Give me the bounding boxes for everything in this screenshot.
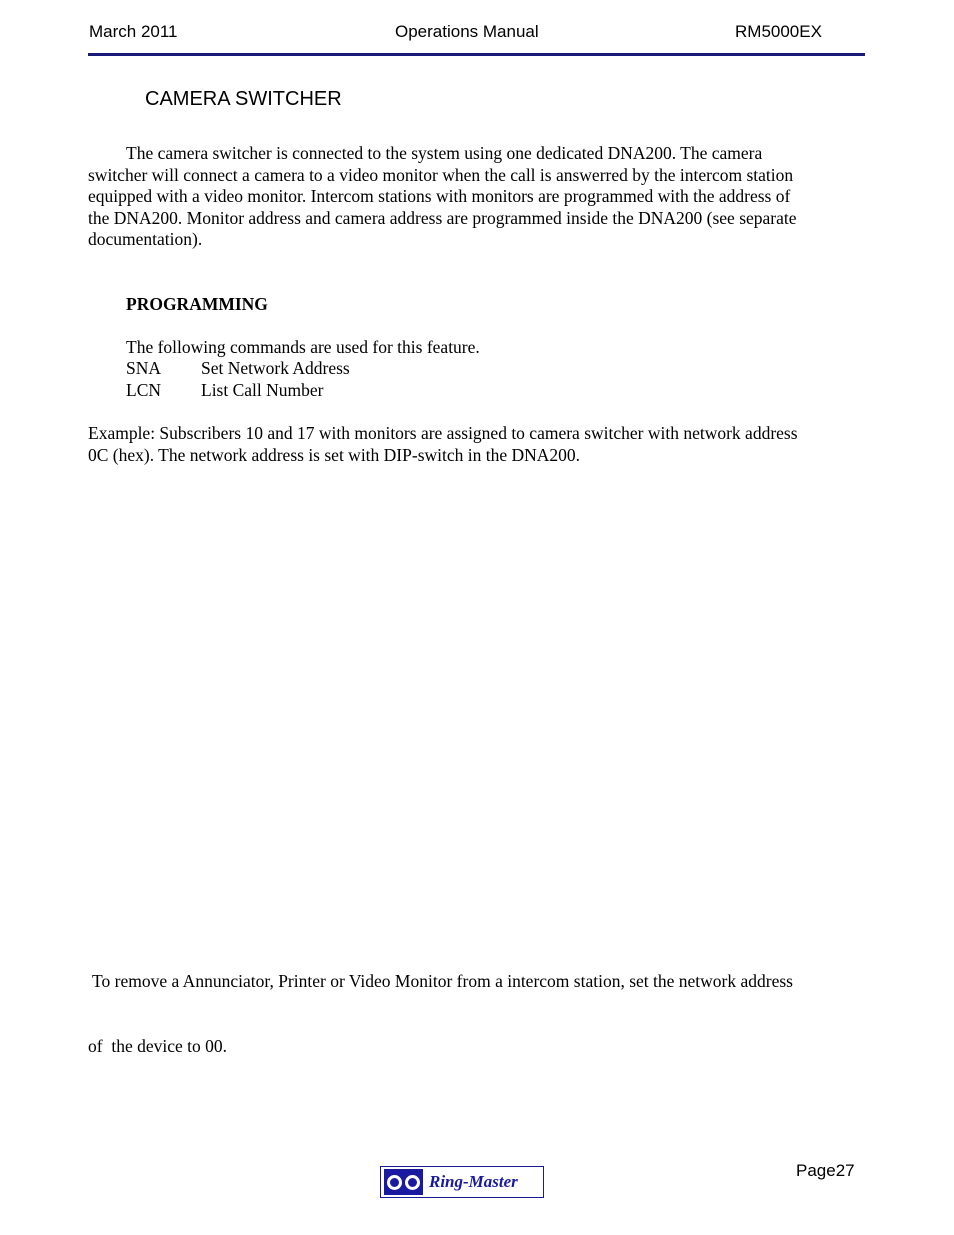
- command-code: LCN: [126, 380, 161, 400]
- intro-line: The camera switcher is connected to the system using one dedicated DNA200. The camera: [126, 143, 763, 163]
- command-row: [126, 380, 323, 402]
- intro-line: the DNA200. Monitor address and camera address are programmed inside the DNA200 (see separate: [88, 207, 797, 228]
- header-title: Operations Manual: [395, 22, 539, 41]
- command-label: List Call Number: [201, 380, 324, 400]
- example-line: 0C (hex). The network address is set with DIP-switch in the DNA200.: [88, 444, 581, 465]
- intro-line: equipped with a video monitor. Intercom stations with monitors are programmed with the address of: [88, 186, 791, 207]
- intro-line: documentation).: [88, 229, 203, 250]
- example-paragraph: [88, 423, 863, 466]
- command-label: Set Network Address: [201, 358, 350, 378]
- header-date: March 2011: [89, 22, 178, 41]
- programming-heading: PROGRAMMING: [126, 294, 268, 314]
- logo-text: Ring-Master: [429, 1172, 518, 1191]
- remove-line: To remove a Annunciator, Printer or Video Monitor from a intercom station, set the network address: [88, 971, 793, 992]
- page-number: Page27: [796, 1161, 855, 1180]
- intro-line: switcher will connect a camera to a video monitor when the call is answerred by the intercom station: [88, 164, 794, 185]
- header-rule: [88, 53, 865, 56]
- logo-circles-icon: [384, 1169, 423, 1195]
- ring-master-logo: [380, 1166, 544, 1198]
- example-line: Example: Subscribers 10 and 17 with monitors are assigned to camera switcher with network address: [88, 423, 798, 443]
- intro-paragraph: [88, 143, 863, 251]
- command-code: SNA: [126, 358, 162, 378]
- section-title: CAMERA SWITCHER: [145, 88, 342, 110]
- header-model: RM5000EX: [735, 22, 822, 41]
- remove-paragraph: [88, 928, 863, 1079]
- programming-lead: The following commands are used for this feature.: [126, 337, 480, 357]
- command-row: [126, 358, 350, 380]
- remove-line: of the device to 00.: [88, 1035, 227, 1056]
